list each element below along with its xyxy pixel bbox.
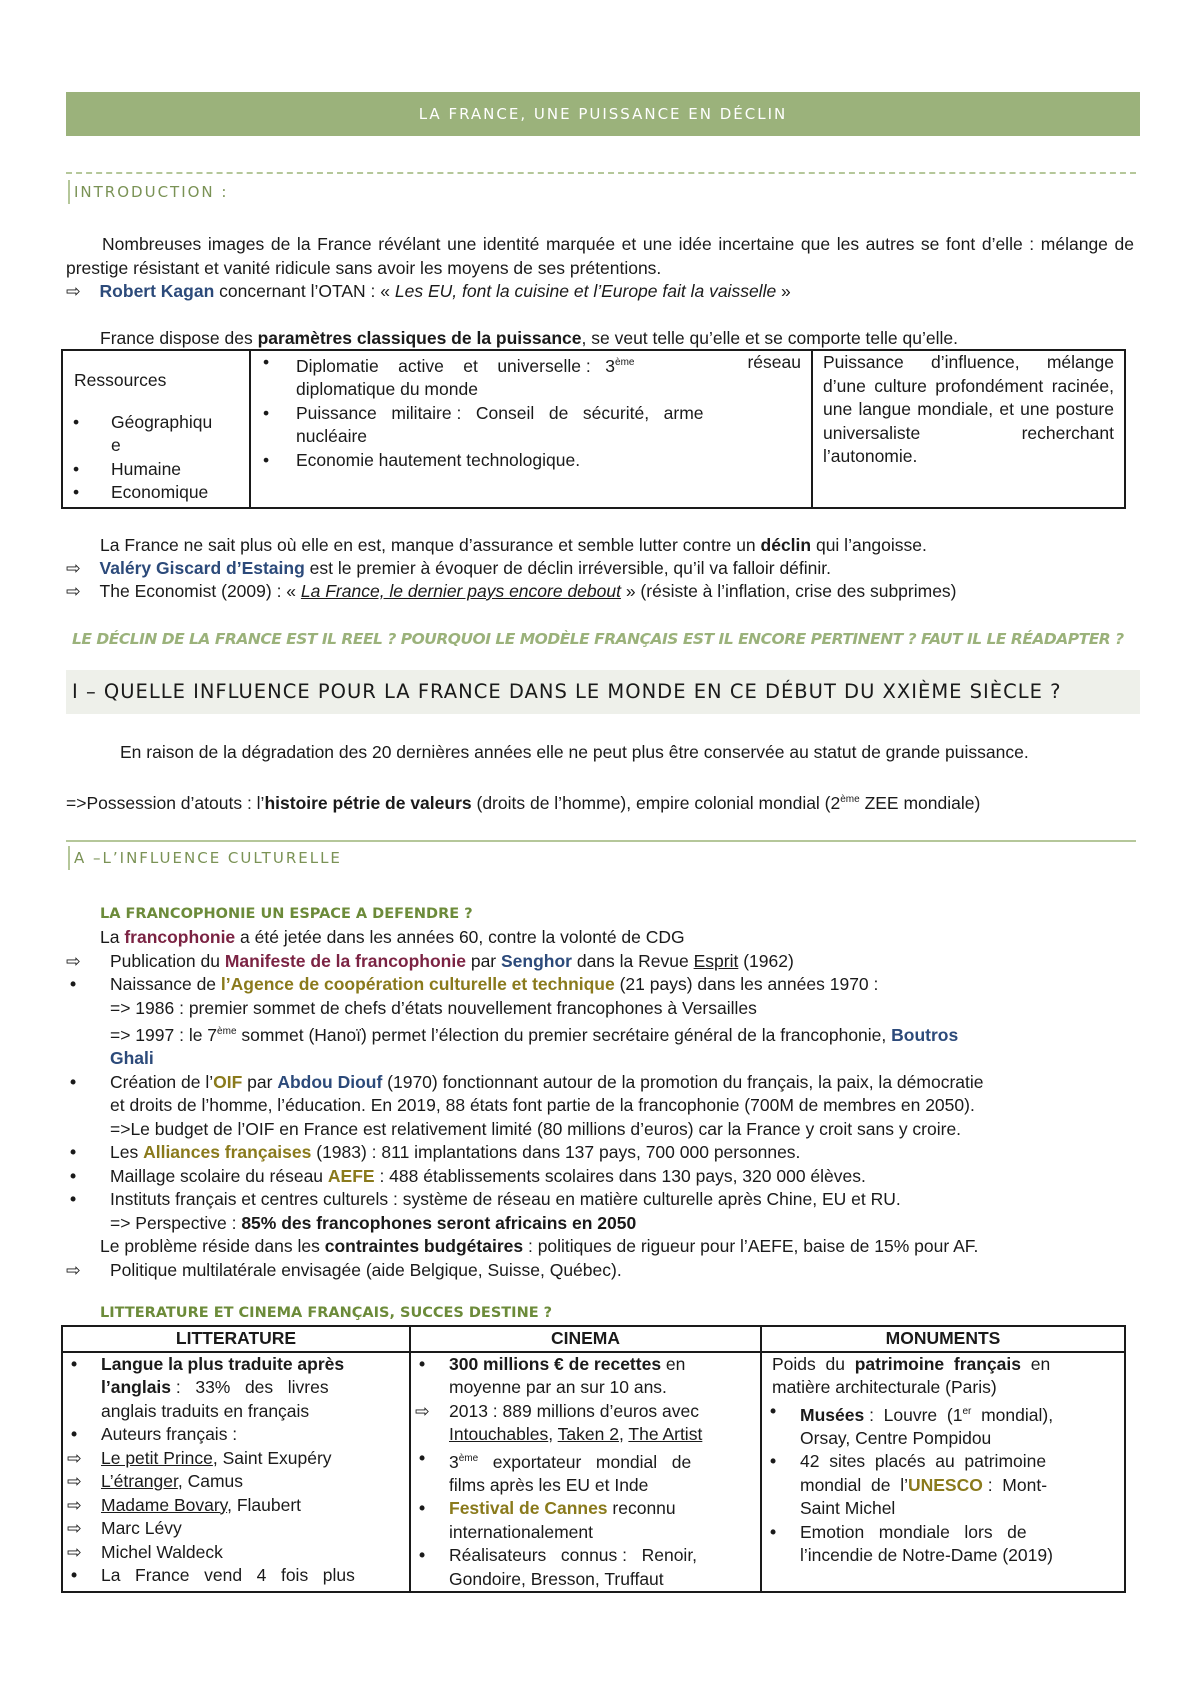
resource-geo: Géographiqu bbox=[111, 411, 213, 432]
list-item bbox=[63, 434, 249, 458]
divider bbox=[66, 840, 1136, 842]
intro-paragraph: Nombreuses images de la France révélant une identité marquée et une idée incertaine que les autres se font d’elle : mélange de prestige résistant et vanité ridicule sans avoir les moyens de ses prétentions. bbox=[66, 234, 1134, 278]
text: =>Possession d’atouts : l’ bbox=[66, 792, 265, 813]
text-line bbox=[66, 1212, 1136, 1236]
list-item: • Géographiqu bbox=[73, 411, 213, 432]
term-unesco: UNESCO bbox=[907, 1474, 983, 1495]
list-item bbox=[762, 1400, 1114, 1451]
text: Orsay, Centre Pompidou bbox=[800, 1427, 992, 1448]
text: » (résiste à l’inflation, crise des subprimes) bbox=[620, 581, 957, 601]
text: La bbox=[100, 927, 125, 947]
list-item: • Diplomatie active et universelle : 3ème réseau bbox=[263, 352, 801, 376]
column-header: CINEMA bbox=[411, 1327, 760, 1353]
page-title: LA FRANCE, UNE PUISSANCE EN DÉCLIN bbox=[418, 105, 788, 123]
kagan-quote: Les EU, font la cuisine et l’Europe fait la vaisselle bbox=[394, 281, 777, 301]
text-bold: l’anglais bbox=[101, 1377, 172, 1397]
economist-line bbox=[66, 580, 957, 604]
list-item bbox=[63, 1447, 401, 1471]
list-item bbox=[411, 1400, 752, 1447]
text: France dispose des bbox=[100, 328, 258, 348]
term-manifeste: Manifeste de la francophonie bbox=[224, 950, 466, 971]
text: anglais traduits en français bbox=[101, 1400, 310, 1421]
list-item: • Instituts français et centres culturels : système de réseau en matière culturelle après Chine, EU et RU. bbox=[70, 1189, 901, 1210]
list-item: ⇨ Marc Lévy bbox=[63, 1517, 401, 1541]
superscript: ème bbox=[615, 357, 635, 368]
text: Le problème réside dans les bbox=[100, 1236, 325, 1257]
text: qui l’angoisse. bbox=[811, 535, 927, 555]
text: , se veut telle qu’elle et se comporte telle qu’elle. bbox=[581, 328, 958, 348]
text: diplomatique du monde bbox=[296, 379, 478, 400]
text: Gondoire, Bresson, Truffaut bbox=[449, 1568, 664, 1589]
text: : Mont- bbox=[982, 1474, 1048, 1495]
power-military: Puissance militaire : Conseil de sécurité, arme bbox=[296, 402, 704, 423]
text-bold: 300 millions € de recettes bbox=[449, 1353, 662, 1374]
name-senghor: Senghor bbox=[501, 950, 572, 971]
text: (droits de l’homme), empire colonial mondial (2 bbox=[471, 792, 841, 813]
text: Saint Michel bbox=[800, 1498, 896, 1519]
text: l’incendie de Notre-Dame (2019) bbox=[800, 1545, 1053, 1566]
text: moyenne par an sur 10 ans. bbox=[449, 1377, 667, 1397]
text: mondial de l’ bbox=[800, 1474, 908, 1495]
text: dans la Revue bbox=[571, 950, 694, 971]
text: Poids du bbox=[772, 1353, 855, 1374]
intro-paragraph-2 bbox=[100, 327, 958, 351]
list-item: • Economie hautement technologique. bbox=[263, 449, 581, 470]
text-line bbox=[66, 926, 1136, 950]
list-item: ⇨ Publication du Manifeste de la francophonie par Senghor dans la Revue Esprit (1962) bbox=[66, 950, 794, 971]
resources-cell bbox=[62, 350, 250, 508]
term-alliances: Alliances françaises bbox=[143, 1142, 312, 1163]
text-bold: Musées bbox=[800, 1404, 865, 1425]
text-line bbox=[66, 1020, 1136, 1047]
text: 3 bbox=[449, 1451, 459, 1472]
text-line bbox=[66, 1047, 1136, 1071]
term-oif: OIF bbox=[213, 1071, 243, 1092]
text-bold: déclin bbox=[760, 535, 812, 555]
text: La France ne sait plus où elle en est, manque d’assurance et semble lutter contre un bbox=[100, 535, 761, 555]
cinema-column bbox=[410, 1326, 761, 1592]
intro-heading: INTRODUCTION : bbox=[68, 180, 228, 204]
list-item bbox=[63, 1494, 401, 1518]
text-line: => 1986 : premier sommet de chefs d’états nouvellement francophones à Versailles bbox=[110, 997, 757, 1018]
text: en bbox=[1021, 1353, 1051, 1374]
text: est le premier à évoquer de déclin irréversible, qu’il va falloir définir. bbox=[304, 558, 832, 578]
arrow-icon: ⇨ bbox=[66, 581, 81, 601]
power-cell bbox=[250, 350, 812, 508]
text: , Camus bbox=[177, 1471, 244, 1491]
vge-name: Valéry Giscard d’Estaing bbox=[99, 558, 305, 578]
text: Politique multilatérale envisagée (aide Belgique, Suisse, Québec). bbox=[110, 1259, 622, 1280]
term-cannes: Festival de Cannes bbox=[449, 1498, 608, 1519]
vge-line bbox=[66, 557, 831, 581]
film-title: The Artist bbox=[628, 1424, 703, 1444]
text: => Perspective : bbox=[110, 1212, 242, 1233]
francophonie-block bbox=[66, 926, 1136, 1282]
text: Instituts français et centres culturels : système de réseau en matière culturelle après Chine, EU et RU. bbox=[110, 1189, 901, 1210]
text: nucléaire bbox=[296, 426, 368, 447]
list-item: • Humaine bbox=[73, 458, 182, 479]
list-item bbox=[63, 1353, 401, 1424]
list-item: • Naissance de l’Agence de coopération culturelle et technique (21 pays) dans les années 1970 : bbox=[70, 974, 879, 994]
list-item: ⇨ Politique multilatérale envisagée (aide Belgique, Suisse, Québec). bbox=[66, 1259, 622, 1280]
text-line: et droits de l’homme, l’éducation. En 2019, 88 états font partie de la francophonie (700M de membres en 2050). bbox=[110, 1095, 975, 1116]
text: , Saint Exupéry bbox=[212, 1447, 332, 1468]
list-item bbox=[411, 1544, 752, 1591]
book-title: Madame Bovary bbox=[101, 1494, 228, 1515]
text: ZEE mondiale) bbox=[859, 792, 981, 813]
francophonie-heading: LA FRANCOPHONIE UN ESPACE A DEFENDRE ? bbox=[100, 906, 473, 922]
text-line bbox=[66, 1235, 1136, 1259]
culture-table bbox=[61, 1325, 1126, 1593]
text: , bbox=[548, 1424, 558, 1444]
text: : 33% des livres bbox=[171, 1377, 329, 1397]
list-item: ⇨ Michel Waldeck bbox=[63, 1541, 401, 1565]
resource-geo-cont: e bbox=[111, 435, 121, 455]
litterature-column bbox=[62, 1326, 410, 1592]
list-item: • Maillage scolaire du réseau AEFE : 488 établissements scolaires dans 130 pays, 320 000 élèves. bbox=[70, 1165, 866, 1186]
list-item: • La France vend 4 fois plus bbox=[63, 1564, 401, 1588]
text: a été jetée dans les années 60, contre la volonté de CDG bbox=[235, 927, 685, 947]
list-item bbox=[762, 1450, 1114, 1521]
power-diplomacy: Diplomatie active et universelle : 3 bbox=[296, 355, 616, 376]
text-line: =>Le budget de l’OIF en France est relativement limité (80 millions d’euros) car la France y croit sans y croire. bbox=[110, 1118, 962, 1139]
text: en bbox=[661, 1353, 686, 1374]
text: reconnu bbox=[607, 1498, 676, 1519]
text: films après les EU et Inde bbox=[449, 1474, 649, 1495]
superscript: er bbox=[962, 1405, 972, 1417]
monuments-column bbox=[761, 1326, 1125, 1592]
term-agence: l’Agence de coopération culturelle et technique bbox=[220, 974, 615, 994]
list-item: • Création de l’OIF par Abdou Diouf (1970) fonctionnant autour de la promotion du français, la paix, la démocratie bbox=[70, 1071, 984, 1092]
economist-quote: La France, le dernier pays encore debout bbox=[300, 581, 621, 601]
text: (1970) fonctionnant autour de la promotion du français, la paix, la démocratie bbox=[382, 1071, 984, 1092]
list-item: • Auteurs français : bbox=[63, 1423, 401, 1447]
resource-eco: Economique bbox=[111, 482, 209, 502]
text: : 488 établissements scolaires dans 130 pays, 320 000 élèves. bbox=[374, 1165, 866, 1186]
list-item: • Economique bbox=[73, 482, 209, 502]
kagan-text: concernant l’OTAN : « bbox=[214, 281, 395, 301]
text: Maillage scolaire du réseau bbox=[110, 1165, 328, 1186]
text: 42 sites placés au patrimoine bbox=[800, 1451, 1047, 1472]
problematique: LE DÉCLIN DE LA FRANCE EST IL REEL ? POURQUOI LE MODÈLE FRANÇAIS EST IL ENCORE PERTINENT ? FAUT IL LE RÉADAPTER ? bbox=[72, 630, 1124, 648]
list-item bbox=[411, 1353, 752, 1400]
resources-table bbox=[61, 349, 1126, 509]
superscript: ème bbox=[217, 1026, 237, 1037]
text-line bbox=[772, 1353, 1114, 1377]
name-ghali: Ghali bbox=[110, 1048, 154, 1069]
influence-cell bbox=[812, 350, 1125, 508]
column-header: MONUMENTS bbox=[762, 1327, 1124, 1353]
list-item bbox=[762, 1521, 1114, 1568]
text: sommet (Hanoï) permet l’élection du premier secrétaire général de la francophonie, bbox=[236, 1024, 892, 1045]
film-title: Taken 2 bbox=[557, 1424, 619, 1444]
text: : Louvre (1 bbox=[864, 1404, 963, 1425]
text-bold: paramètres classiques de la puissance bbox=[257, 328, 582, 348]
term-aefe: AEFE bbox=[327, 1165, 375, 1186]
section-1-atouts bbox=[66, 788, 980, 815]
text: Emotion mondiale lors de bbox=[800, 1521, 1027, 1542]
litterature-heading: LITTERATURE ET CINEMA FRANÇAIS, SUCCES DESTINE ? bbox=[100, 1305, 553, 1321]
text: internationalement bbox=[449, 1521, 593, 1542]
text: , bbox=[618, 1424, 629, 1444]
text-bold: Langue la plus traduite après bbox=[101, 1353, 345, 1374]
text: 2013 : 889 millions d’euros avec bbox=[449, 1400, 700, 1421]
arrow-icon: ⇨ bbox=[66, 558, 81, 578]
text: Publication du bbox=[110, 950, 225, 971]
text: (21 pays) dans les années 1970 : bbox=[614, 974, 879, 994]
text-bold: contraintes budgétaires bbox=[324, 1236, 524, 1257]
kagan-end: » bbox=[776, 281, 791, 301]
influence-text: Puissance d’influence, mélange d’une culture profondément racinée, une langue mondiale, et une posture universaliste recherchant l’autonomie. bbox=[823, 352, 1114, 466]
text: par bbox=[465, 950, 501, 971]
text: (1983) : 811 implantations dans 137 pays, 700 000 personnes. bbox=[311, 1142, 801, 1163]
list-item bbox=[411, 1497, 752, 1544]
book-title: Le petit Prince bbox=[101, 1447, 213, 1468]
text: Les bbox=[110, 1142, 144, 1163]
text-underlined: Esprit bbox=[693, 950, 739, 971]
section-1-title: I – QUELLE INFLUENCE POUR LA FRANCE DANS LE MONDE EN CE DÉBUT DU XXIÈME SIÈCLE ? bbox=[72, 680, 1062, 703]
text: The Economist (2009) : « bbox=[99, 581, 301, 601]
text: réseau bbox=[747, 352, 801, 372]
name-diouf: Abdou Diouf bbox=[277, 1071, 383, 1092]
text: , Flaubert bbox=[227, 1494, 302, 1515]
list-item bbox=[411, 1447, 752, 1498]
kagan-line bbox=[66, 280, 791, 304]
text-bold: patrimoine français bbox=[854, 1353, 1022, 1374]
divider bbox=[66, 172, 1136, 174]
resource-human: Humaine bbox=[111, 458, 182, 479]
book-title: L’étranger bbox=[101, 1471, 178, 1491]
superscript: ème bbox=[458, 1452, 479, 1464]
subsection-a-title: A –L’INFLUENCE CULTURELLE bbox=[68, 846, 342, 870]
superscript: ème bbox=[840, 794, 860, 805]
text: mondial), bbox=[971, 1404, 1054, 1425]
text: Réalisateurs connus : Renoir, bbox=[449, 1545, 698, 1566]
text: (1962) bbox=[738, 950, 794, 971]
text: Création de l’ bbox=[110, 1071, 214, 1092]
text-line: matière architecturale (Paris) bbox=[772, 1377, 997, 1397]
text-bold: 85% des francophones seront africains en 2050 bbox=[241, 1212, 637, 1233]
film-title: Intouchables bbox=[449, 1424, 549, 1444]
text: => 1997 : le 7 bbox=[110, 1024, 218, 1045]
list-item bbox=[63, 1470, 401, 1494]
term-francophonie: francophonie bbox=[124, 927, 236, 947]
page-title-banner bbox=[66, 92, 1140, 136]
text: Naissance de bbox=[110, 974, 221, 994]
text-bold: histoire pétrie de valeurs bbox=[264, 792, 472, 813]
kagan-name: Robert Kagan bbox=[99, 281, 215, 301]
arrow-icon: ⇨ bbox=[66, 281, 81, 301]
column-header: LITTERATURE bbox=[63, 1327, 409, 1353]
text: exportateur mondial de bbox=[478, 1451, 692, 1472]
name-boutros: Boutros bbox=[891, 1024, 959, 1045]
section-1-paragraph: En raison de la dégradation des 20 dernières années elle ne peut plus être conservée au statut de grande puissance. bbox=[120, 742, 1029, 762]
text: par bbox=[242, 1071, 278, 1092]
resources-label: Ressources bbox=[74, 370, 167, 390]
list-item: • Les Alliances françaises (1983) : 811 implantations dans 137 pays, 700 000 personnes. bbox=[70, 1142, 801, 1163]
power-economy: Economie hautement technologique. bbox=[296, 449, 581, 470]
text: : politiques de rigueur pour l’AEFE, baise de 15% pour AF. bbox=[523, 1236, 979, 1257]
decline-line bbox=[100, 534, 927, 558]
list-item: • Puissance militaire : Conseil de sécurité, arme bbox=[263, 402, 704, 423]
